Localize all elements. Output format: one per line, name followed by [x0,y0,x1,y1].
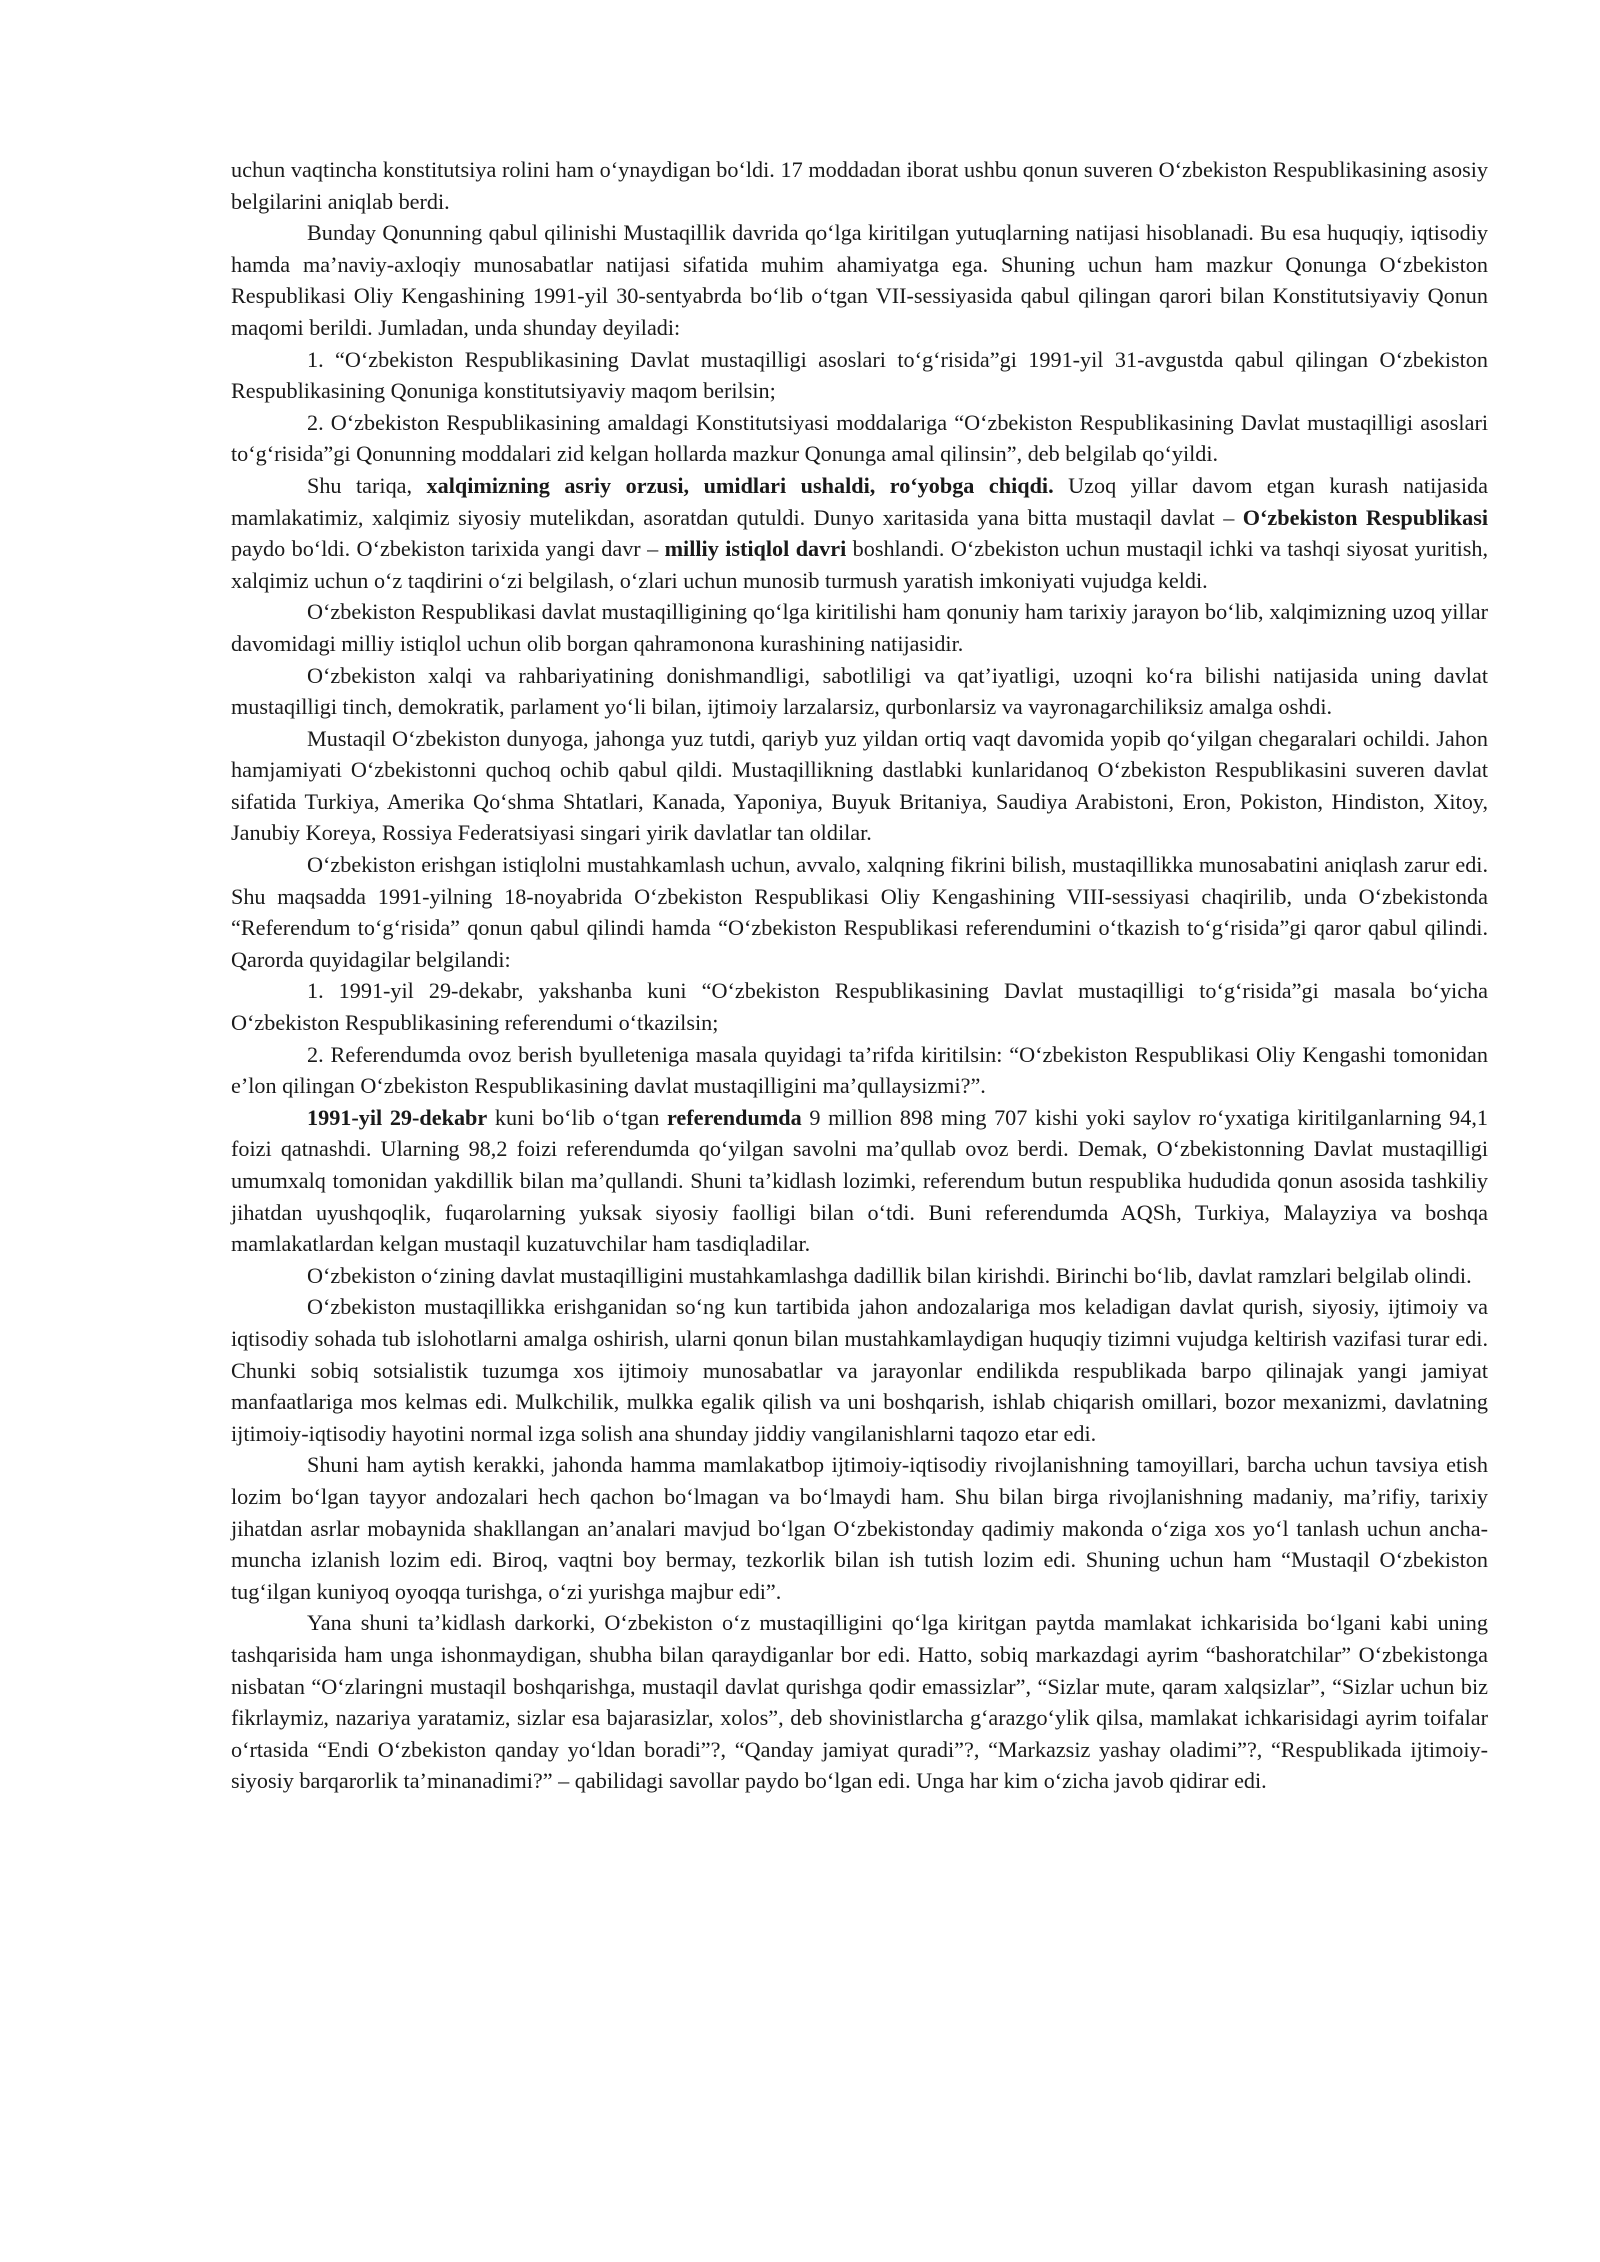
document-body [231,154,1488,1797]
paragraph [231,723,1488,849]
text-run: boshlandi. O‘zbekiston uchun mustaqil ichki va tashqi siyosat yuritish, xalqimiz uchun o‘z taqdirini o‘zi belgilash, o‘zlari uchun munosib turmush yaratish imkoniyati vujudga keldi. [231,536,1489,593]
text-run: Mustaqil O‘zbekiston dunyoga, jahonga yuz tutdi, qariyb yuz yildan ortiq vaqt davomida yopib qo‘yilgan chegaralari ochildi. Jahon hamjamiyati O‘zbekistonni quchoq ochib qabul qildi. Mustaqillikning dastlabki kunlaridanoq O‘zbekiston Respublikasini suveren davlat sifatida Turkiya, Amerika Qo‘shma Shtatlari, Kanada, Yaponiya, Buyuk Britaniya, Saudiya Arabistoni, Eron, Pokiston, Hindiston, Xitoy, Janubiy Koreya, Rossiya Federatsiyasi singari yirik davlatlar tan oldilar. [231,725,1488,846]
text-run: 2. Referendumda ovoz berish byulleteniga masala quyidagi ta’rifda kiritilsin: “O‘zbekiston Respublikasi Oliy Kengashi tomonidan e’lon qilingan O‘zbekiston Respublikasining davlat mustaqilligini ma’qullaysizmi?”. [231,1041,1488,1099]
text-run: O‘zbekiston xalqi va rahbariyatining donishmandligi, sabotliligi va qat’iyatligi, uzoqni ko‘ra bilishi natijasida uning davlat mustaqilligi tinch, demokratik, parlament yo‘li bilan, ijtimoiy larzalarsiz, qurbonlarsiz va vayronagarchiliksiz amalga oshdi. [231,662,1488,720]
paragraph [231,1291,1488,1449]
list-item [231,407,1488,470]
paragraph [231,1607,1488,1797]
paragraph [231,470,1488,596]
list-item [231,1039,1488,1102]
text-run: Uzoq yillar davom etgan kurash natijasida mamlakatimiz, xalqimiz siyosiy mutelikdan, asoratdan qutuldi. Dunyo xaritasida yana bitta mustaqil davlat – [231,472,1488,530]
paragraph [231,1449,1488,1607]
text-run: 1. “O‘zbekiston Respublikasining Davlat mustaqilligi asoslari to‘g‘risida”gi 1991-yil 31-avgustda qabul qilingan O‘zbekiston Respublikasining Qonuniga konstitutsiyaviy maqom berilsin; [231,346,1488,404]
text-run: Shu tariqa, [307,472,427,498]
paragraph [231,596,1488,659]
text-run: Bunday Qonunning qabul qilinishi Mustaqillik davrida qo‘lga kiritilgan yutuqlarning natijasi hisoblanadi. Bu esa huquqiy, iqtisodiy hamda ma’naviy-axloqiy munosabatlar natijasi sifatida muhim ahamiyatga ega. Shuning uchun ham mazkur Qonunga O‘zbekiston Respublikasi Oliy Kengashining 1991-yil 30-sentyabrda bo‘lib o‘tgan VII-sessiyasida qabul qilingan qarori bilan Konstitutsiyaviy Qonun maqomi berildi. Jumladan, unda shunday deyiladi: [231,220,1488,340]
bold-text-run: 1991-yil 29-dekabr [307,1104,488,1130]
list-item [231,344,1488,407]
text-run: kuni bo‘lib o‘tgan [487,1104,667,1130]
text-run: O‘zbekiston o‘zining davlat mustaqilligini mustahkamlashga dadillik bilan kirishdi. Birinchi bo‘lib, davlat ramzlari belgilab olindi. [307,1262,1472,1288]
paragraph [231,1102,1488,1260]
bold-text-run: xalqimizning asriy orzusi, umidlari ushaldi, ro‘yobga chiqdi. [426,472,1054,498]
paragraph [231,217,1488,343]
text-run: Yana shuni ta’kidlash darkorki, O‘zbekiston o‘z mustaqilligini qo‘lga kiritgan paytda mamlakat ichkarisida bo‘lgani kabi uning tashqarisida ham unga ishonmaydigan, shubha bilan qaraydiganlar bor edi. Hatto, sobiq markazdagi ayrim “bashoratchilar” O‘zbekistonga nisbatan “O‘zlaringni mustaqil boshqarishga, mustaqil davlat qurishga qodir emassizlar”, “Sizlar mute, qaram xalqsizlar”, “Sizlar uchun biz fikrlaymiz, nazariya yaratamiz, sizlar esa bajarasizlar, xolos”, deb shovinistlarcha g‘arazgo‘ylik qilsa, mamlakat ichkarisidagi ayrim toifalar o‘rtasida “Endi O‘zbekiston qanday yo‘ldan boradi”?, “Qanday jamiyat quradi”?, “Markazsiz yashay oladimi”?, “Respublikada ijtimoiy-siyosiy barqarorlik ta’minanadimi?” – qabilidagi savollar paydo bo‘lgan edi. Unga har kim o‘zicha javob qidirar edi. [231,1610,1488,1794]
text-run: paydo bo‘ldi. O‘zbekiston tarixida yangi davr – [231,536,665,562]
list-item [231,975,1488,1038]
paragraph [231,1260,1488,1292]
bold-text-run: O‘zbekiston Respublikasi [1242,504,1488,530]
text-run: 1. 1991-yil 29-dekabr, yakshanba kuni “O‘zbekiston Respublikasining Davlat mustaqilligi to‘g‘risida”gi masala bo‘yicha O‘zbekiston Respublikasining referendumi o‘tkazilsin; [231,978,1488,1036]
bold-text-run: milliy istiqlol davri [664,536,847,562]
text-run: 2. O‘zbekiston Respublikasining amaldagi Konstitutsiyasi moddalariga “O‘zbekiston Respublikasining Davlat mustaqilligi asoslari to‘g‘risida”gi Qonunning moddalari zid kelgan hollarda mazkur Qonunga amal qilinsin”, deb belgilab qo‘yildi. [231,409,1488,467]
bold-text-run: referendumda [666,1104,802,1130]
paragraph [231,849,1488,975]
text-run: uchun vaqtincha konstitutsiya rolini ham o‘ynaydigan bo‘ldi. 17 moddadan iborat ushbu qonun suveren O‘zbekiston Respublikasining asosiy belgilarini aniqlab berdi. [231,157,1488,214]
text-run: Shuni ham aytish kerakki, jahonda hamma mamlakatbop ijtimoiy-iqtisodiy rivojlanishning tamoyillari, barcha uchun tavsiya etish lozim bo‘lgan tayyor andozalari hech qachon bo‘lmagan va bo‘lmaydi ham. Shu bilan birga rivojlanishning madaniy, ma’rifiy, tarixiy jihatdan asrlar mobaynida shakllangan an’analari mavjud bo‘lgan O‘zbekistonday qadimiy makonda o‘ziga xos yo‘l tanlash uchun ancha-muncha izlanish lozim edi. Biroq, vaqtni boy bermay, tezkorlik bilan ish tutish lozim edi. Shuning uchun ham “Mustaqil O‘zbekiston tug‘ilgan kuniyoq oyoqqa turishga, o‘zi yurishga majbur edi”. [231,1452,1488,1604]
text-run: O‘zbekiston Respublikasi davlat mustaqilligining qo‘lga kiritilishi ham qonuniy ham tarixiy jarayon bo‘lib, xalqimizning uzoq yillar davomidagi milliy istiqlol uchun olib borgan qahramonona kurashining natijasidir. [231,599,1488,656]
text-run: 9 million 898 ming 707 kishi yoki saylov ro‘yxatiga kiritilganlarning 94,1 foizi qatnashdi. Ularning 98,2 foizi referendumda qo‘yilgan savolni ma’qullab ovoz berdi. Demak, O‘zbekistonning Davlat mustaqilligi umumxalq tomonidan yakdillik bilan ma’qullandi. Shuni ta’kidlash lozimki, referendum butun respublika hududida qonun asosida tashkiliy jihatdan uyushqoqlik, fuqarolarning yuksak siyosiy faolligi bilan o‘tdi. Buni referendumda AQSh, Turkiya, Malayziya va boshqa mamlakatlardan kelgan mustaqil kuzatuvchilar ham tasdiqladilar. [231,1104,1488,1257]
text-run: O‘zbekiston erishgan istiqlolni mustahkamlash uchun, avvalo, xalqning fikrini bilish, mustaqillikka munosabatini aniqlash zarur edi. Shu maqsadda 1991-yilning 18-noyabrida O‘zbekiston Respublikasi Oliy Kengashining VIII-sessiyasi chaqirilib, unda O‘zbekistonda “Referendum to‘g‘risida” qonun qabul qilindi hamda “O‘zbekiston Respublikasi referendumini o‘tkazish to‘g‘risida”gi qaror qabul qilindi. Qarorda quyidagilar belgilandi: [231,852,1488,972]
text-run: O‘zbekiston mustaqillikka erishganidan so‘ng kun tartibida jahon andozalariga mos keladigan davlat qurish, siyosiy, ijtimoiy va iqtisodiy sohada tub islohotlarni amalga oshirish, ularni qonun bilan mustahkamlaydigan huquqiy tizimni vujudga keltirish vazifasi turar edi. Chunki sobiq sotsialistik tuzumga xos ijtimoiy munosabatlar va jarayonlar endilikda respublikada barpo qilinajak yangi jamiyat manfaatlariga mos kelmas edi. Mulkchilik, mulkka egalik qilish va uni boshqarish, ishlab chiqarish omillari, bozor mexanizmi, davlatning ijtimoiy-iqtisodiy hayotini normal izga solish ana shunday jiddiy vangilanishlarni taqozo etar edi. [231,1294,1488,1446]
paragraph-continuation [231,154,1488,217]
paragraph [231,660,1488,723]
